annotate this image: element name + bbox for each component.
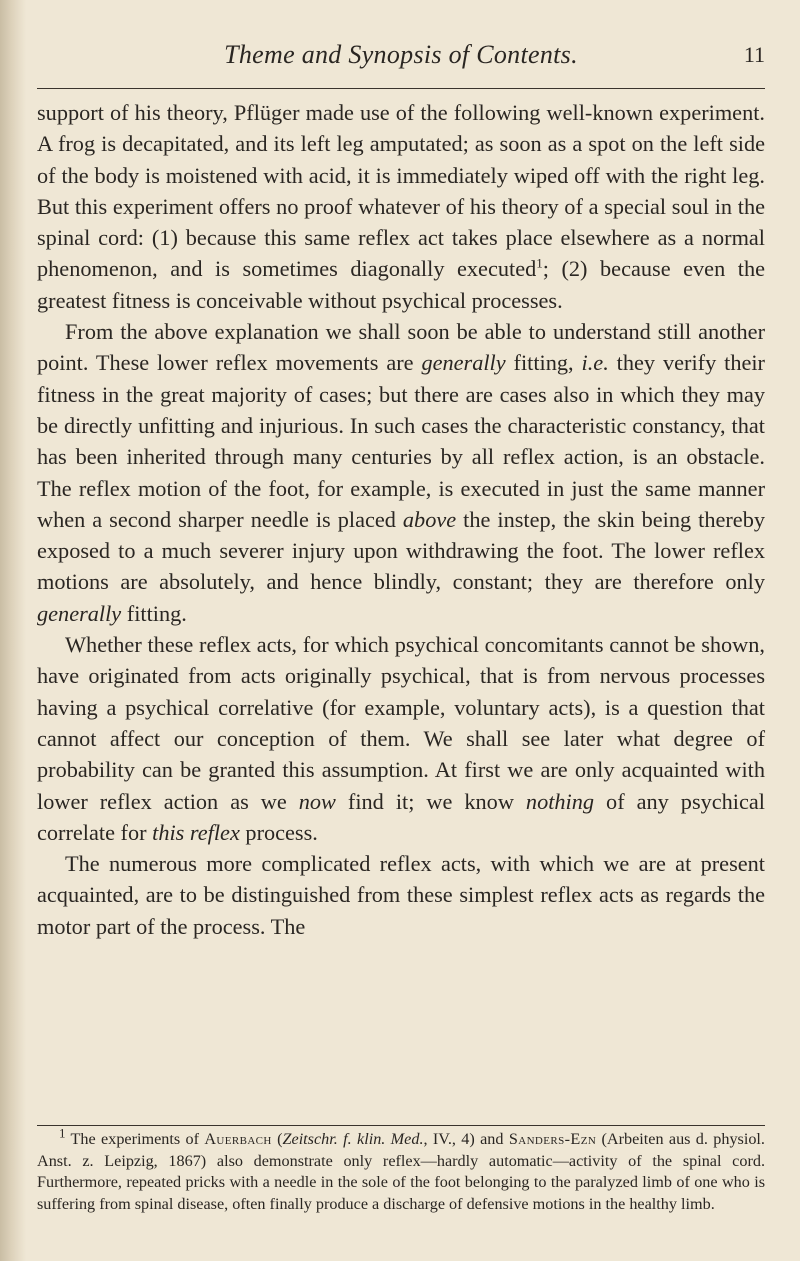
footnote-reference: 1 [536,256,543,272]
footnote-rule [37,1125,765,1126]
author-name: Auerbach [204,1130,272,1148]
paragraph-4: The numerous more complicated reflex acts, with which we are at present acquainted, are to be distinguished from these simplest reflex acts as regards the motor part of the process. The [37,851,765,939]
paragraph-2: From the above explanation we shall soon be able to understand still another point. These lower reflex movements are generally fitting, i.e. they verify their fitness in the great majority of cases; but there are cases also in which they may be directly unfitting and injurious. In such cases the characteristic constancy, that has been inherited through many centuries by all reflex action, is an obstacle. The reflex motion of the foot, for example, is executed in just the same manner when a second sharper needle is placed above the instep, the skin being thereby exposed to a much severer injury upon withdrawing the foot. The lower reflex motions are absolutely, and hence blindly, constant; they are therefore only generally fitting. [37,319,765,626]
footnote: $^1$ The experiments of Auerbach (Zeitschr. f. klin. Med., IV., 4) and Sanders-Ezn (Arbeiten aus d. physiol. Anst. z. Leipzig, 1867) also demonstrate only reflex—hardly automatic—activity of the spinal cord. Furthermore, repeated pricks with a needle in the sole of the foot belonging to the paralyzed limb of one who is suffering from spinal disease, often finally produce a discharge of defensive motions in the healthy limb. [37,1125,765,1213]
page-number: 11 [743,42,765,67]
footnote-marker: 1 [59,1125,66,1141]
page-edge-shadow [0,0,26,1261]
header-rule [37,88,765,89]
journal-title: Zeitschr. f. klin. Med. [282,1130,424,1148]
page-header [37,40,765,80]
paragraph-1: support of his theory, Pflüger made use of the following well-known experiment. A frog is decapitated, and its left leg amputated; as soon as a spot on the left side of the body is moistened with acid, it is immediately wiped off with the right leg. But this experiment offers no proof whatever of his theory of a special soul in the spinal cord: (1) because this same reflex act takes place elsewhere as a normal phenomenon, and is sometimes diagonally executed$^1$; (2) because even the greatest fitness is conceivable without psychical processes. [37,100,765,313]
body-text [37,97,765,942]
paragraph-3: Whether these reflex acts, for which psychical concomitants cannot be shown, have originated from acts originally psychical, that is from nervous processes having a psychical correlative (for example, voluntary acts), is a question that cannot affect our conception of them. We shall see later what degree of probability can be granted this assumption. At first we are only acquainted with lower reflex action as we now find it; we know nothing of any psychical correlate for this reflex process. [37,632,765,845]
running-title: Theme and Synopsis of Contents. [224,40,578,69]
author-name: Sanders-Ezn [508,1130,597,1148]
